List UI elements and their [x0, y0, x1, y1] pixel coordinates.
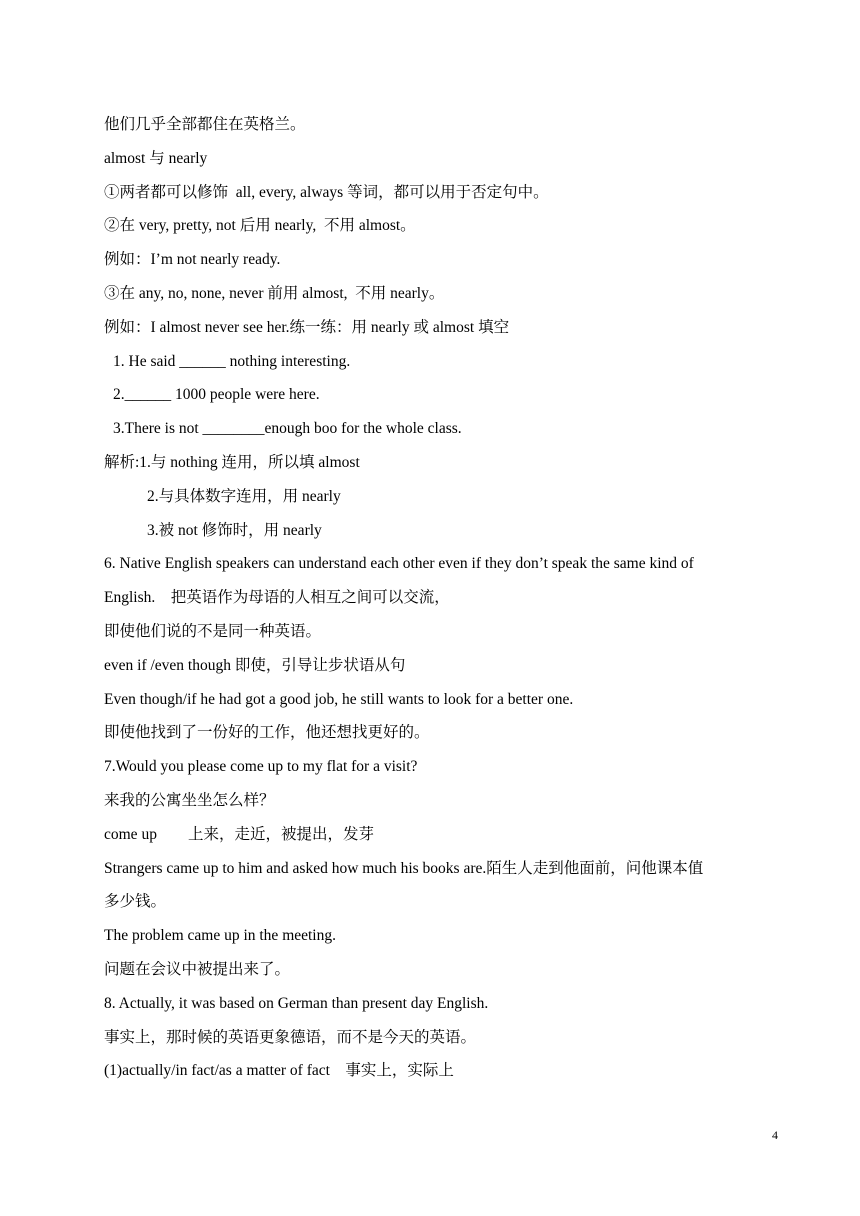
- text-line: Even though/if he had got a good job, he still wants to look for a better one.: [104, 690, 574, 708]
- page-number: 4: [772, 1128, 778, 1142]
- text-line: ②在 very, pretty, not 后用 nearly, 不用 almost。: [104, 217, 416, 235]
- document-body: [104, 108, 794, 1088]
- text-line: The problem came up in the meeting.: [104, 927, 336, 945]
- text-line: 多少钱。: [104, 893, 167, 911]
- text-line: 7.Would you please come up to my flat for a visit?: [104, 758, 418, 776]
- text-line: 即使他们说的不是同一种英语。: [104, 622, 322, 640]
- text-line: come up 上来，走近，被提出，发芽: [104, 825, 374, 843]
- text-line: 他们几乎全部都住在英格兰。: [104, 116, 306, 133]
- text-line: 8. Actually, it was based on German than present day English.: [104, 994, 489, 1012]
- exercise-item: 1. He said ______ nothing interesting.: [113, 352, 351, 370]
- text-line: ③在 any, no, none, never 前用 almost, 不用 nearly。: [104, 284, 445, 302]
- text-line: ①两者都可以修饰 all, every, always 等词，都可以用于否定句中。: [104, 183, 549, 201]
- text-line: 解析:1.与 nothing 连用，所以填 almost: [104, 453, 360, 471]
- text-line: English. 把英语作为母语的人相互之间可以交流，: [104, 589, 450, 607]
- text-line: 6. Native English speakers can understand each other even if they don’t speak the same kind of: [104, 555, 694, 573]
- answer-item: 2.与具体数字连用，用 nearly: [147, 487, 341, 505]
- answer-item: 3.被 not 修饰时，用 nearly: [147, 521, 322, 539]
- exercise-item: 3.There is not ________enough boo for the whole class.: [113, 420, 462, 438]
- text-line: even if /even though 即使，引导让步状语从句: [104, 656, 406, 674]
- text-line: 即使他找到了一份好的工作，他还想找更好的。: [104, 724, 430, 742]
- text-line: 问题在会议中被提出来了。: [104, 960, 291, 978]
- text-line: almost 与 nearly: [104, 149, 208, 167]
- text-line: Strangers came up to him and asked how much his books are.陌生人走到他面前，问他课本值: [104, 859, 704, 877]
- text-line: 例如：I’m not nearly ready.: [104, 251, 281, 269]
- exercise-item: 2.______ 1000 people were here.: [113, 386, 320, 404]
- text-line: 例如：I almost never see her.练一练：用 nearly 或 almost 填空: [104, 318, 510, 336]
- text-line: (1)actually/in fact/as a matter of fact 事实上，实际上: [104, 1062, 454, 1080]
- text-line: 来我的公寓坐坐怎么样？: [104, 791, 275, 809]
- text-line: 事实上，那时候的英语更象德语，而不是今天的英语。: [104, 1028, 477, 1046]
